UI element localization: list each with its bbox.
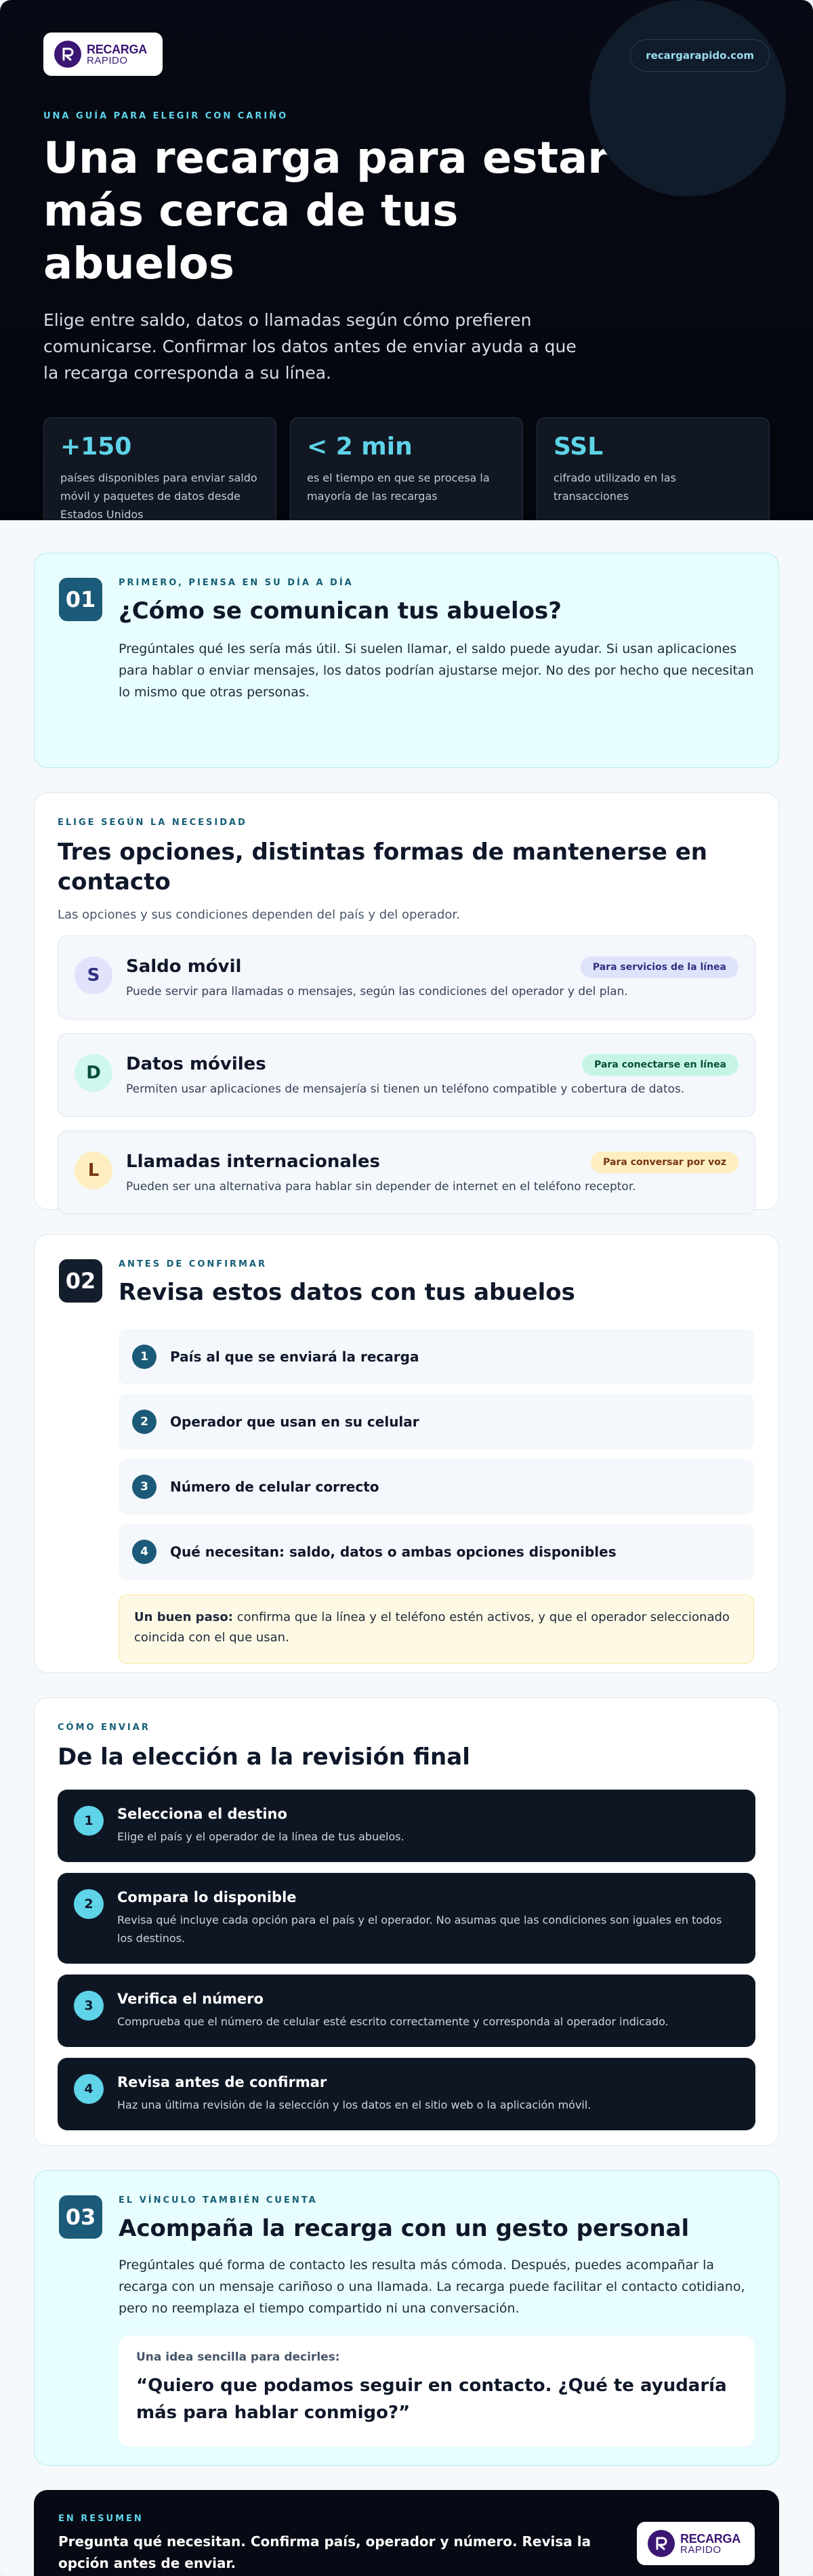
summary-text: Pregunta qué necesitan. Confirma país, operador y número. Revisa la opción antes de enviar.: [58, 2533, 591, 2571]
step-number: 1: [74, 1806, 104, 1836]
brand-r-icon: [54, 41, 81, 68]
hero-section: [0, 0, 813, 520]
stat-value: < 2 min: [307, 433, 413, 461]
step-item: [58, 1873, 755, 1964]
section-communication: [34, 553, 779, 768]
stat-value: SSL: [554, 433, 604, 461]
brand-name-line2: RAPIDO: [87, 54, 128, 66]
brand-name-line2: RAPIDO: [680, 2543, 722, 2556]
footer-brand-logo[interactable]: [637, 2522, 755, 2565]
stat-card: [537, 417, 770, 520]
option-card-datos[interactable]: [58, 1033, 755, 1117]
item-label: País al que se enviará la recarga: [170, 1349, 419, 1365]
hero-title: Una recarga para estar más cerca de tus abuelos: [43, 133, 609, 289]
option-card-saldo[interactable]: [58, 935, 755, 1019]
section-subtitle: Las opciones y sus condiciones dependen del país y del operador.: [58, 908, 460, 922]
section-eyebrow: EL VÍNCULO TAMBIÉN CUENTA: [119, 2195, 318, 2205]
option-avatar: L: [75, 1152, 112, 1189]
stat-card: [43, 417, 276, 520]
item-label: Número de celular correcto: [170, 1479, 379, 1495]
step-description: Elige el país y el operador de la línea de tus abuelos.: [117, 1830, 404, 1843]
section-title: Acompaña la recarga con un gesto personal: [119, 2215, 690, 2242]
section-options: [34, 793, 779, 1210]
checklist-item: [119, 1524, 754, 1580]
stat-value: +150: [60, 433, 132, 461]
stat-card: [290, 417, 523, 520]
decorative-circle: [589, 0, 786, 196]
brand-name-line1: RECARGA: [680, 2531, 741, 2546]
option-title: Llamadas internacionales: [126, 1152, 380, 1172]
option-tag: Para conectarse en línea: [582, 1054, 738, 1076]
step-number: 2: [74, 1889, 104, 1919]
quote-text: “Quiero que podamos seguir en contacto. ¿Qué te ayudaría más para hablar conmigo?”: [136, 2376, 727, 2423]
section-eyebrow: ANTES DE CONFIRMAR: [119, 1259, 267, 1269]
option-description: Permiten usar aplicaciones de mensajería si tienen un teléfono compatible y cobertura de datos.: [126, 1082, 685, 1096]
brand-logo[interactable]: [43, 33, 163, 76]
section-body: Pregúntales qué forma de contacto les resulta más cómoda. Después, puedes acompañar la recarga con un mensaje cariñoso o una llamada. La recarga puede facilitar el contacto cotidiano, pero no reemplaza el tiempo compartido ni una conversación.: [119, 2258, 745, 2316]
brand-r-icon: [648, 2530, 675, 2557]
section-eyebrow: CÓMO ENVIAR: [58, 1723, 150, 1733]
section-title: De la elección a la revisión final: [58, 1744, 470, 1771]
section-checklist: [34, 1234, 779, 1673]
checklist: [119, 1329, 754, 1580]
section-eyebrow: PRIMERO, PIENSA EN SU DÍA A DÍA: [119, 578, 354, 588]
item-number: 3: [132, 1475, 157, 1499]
item-label: Operador que usan en su celular: [170, 1414, 419, 1430]
step-title: Verifica el número: [117, 1991, 264, 2007]
item-label: Qué necesitan: saldo, datos o ambas opciones disponibles: [170, 1544, 617, 1560]
item-number: 1: [132, 1345, 157, 1369]
checklist-item: [119, 1329, 754, 1385]
section-title: Revisa estos datos con tus abuelos: [119, 1279, 575, 1306]
hero-eyebrow: UNA GUÍA PARA ELEGIR CON CARIÑO: [43, 111, 289, 121]
section-body: Pregúntales qué les sería más útil. Si suelen llamar, el saldo puede ayudar. Si usan aplicaciones para hablar o enviar mensajes, los datos podrían ajustarse mejor. No des por hecho que necesitan lo mismo que otras personas.: [119, 641, 754, 700]
summary-banner: [34, 2490, 779, 2576]
section-personal-gesture: [34, 2170, 779, 2466]
step-item: [58, 2058, 755, 2130]
step-item: [58, 1790, 755, 1862]
section-number: 02: [59, 1259, 102, 1303]
option-description: Puede servir para llamadas o mensajes, según las condiciones del operador y del plan.: [126, 985, 628, 998]
section-eyebrow: ELIGE SEGÚN LA NECESIDAD: [58, 818, 247, 828]
summary-eyebrow: EN RESUMEN: [58, 2513, 144, 2524]
checklist-item: [119, 1459, 754, 1515]
section-how-to-send: [34, 1697, 779, 2146]
stat-description: es el tiempo en que se procesa la mayoría de las recargas: [307, 471, 490, 503]
quote-box: [119, 2336, 754, 2447]
tip-note-text: confirma que la línea y el teléfono estén activos, y que el operador seleccionado coincida con el que usan.: [134, 1610, 730, 1645]
option-description: Pueden ser una alternativa para hablar sin depender de internet en el teléfono receptor.: [126, 1180, 636, 1194]
site-link[interactable]: recargarapido.com: [630, 39, 770, 72]
step-description: Revisa qué incluye cada opción para el país y el operador. No asumas que las condiciones son iguales en todos los destinos.: [117, 1914, 722, 1945]
step-title: Compara lo disponible: [117, 1889, 297, 1905]
stat-description: cifrado utilizado en las transacciones: [554, 471, 676, 503]
option-title: Saldo móvil: [126, 956, 242, 977]
option-avatar: D: [75, 1054, 112, 1092]
stats-row: [43, 417, 770, 520]
section-number: 01: [59, 578, 102, 621]
tip-note-strong: Un buen paso:: [134, 1610, 233, 1624]
step-description: Haz una última revisión de la selección y los datos en el sitio web o la aplicación móvil.: [117, 2098, 591, 2111]
main-content: [0, 520, 813, 2576]
step-number: 3: [74, 1991, 104, 2021]
quote-label: Una idea sencilla para decirles:: [136, 2350, 340, 2364]
checklist-item: [119, 1394, 754, 1450]
section-number: 03: [59, 2195, 102, 2239]
step-description: Comprueba que el número de celular esté escrito correctamente y corresponda al operador indicado.: [117, 2015, 669, 2028]
step-title: Revisa antes de confirmar: [117, 2074, 327, 2090]
option-card-llamadas[interactable]: [58, 1131, 755, 1215]
step-title: Selecciona el destino: [117, 1806, 287, 1822]
brand-name-line1: RECARGA: [87, 42, 147, 56]
steps-list: [58, 1790, 755, 2130]
stat-description: países disponibles para enviar saldo móvil y paquetes de datos desde Estados Unidos: [60, 471, 257, 520]
hero-lead: Elige entre saldo, datos o llamadas según cómo prefieren comunicarse. Confirmar los datos antes de enviar ayuda a que la recarga corresponda a su línea.: [43, 310, 577, 383]
section-title: ¿Cómo se comunican tus abuelos?: [119, 597, 562, 625]
step-number: 4: [74, 2074, 104, 2104]
tip-note: [119, 1595, 754, 1664]
option-tag: Para conversar por voz: [591, 1152, 738, 1173]
option-tag: Para servicios de la línea: [581, 956, 738, 978]
option-title: Datos móviles: [126, 1054, 266, 1074]
item-number: 4: [132, 1540, 157, 1564]
step-item: [58, 1975, 755, 2047]
section-title: Tres opciones, distintas formas de mantenerse en contacto: [58, 839, 708, 895]
item-number: 2: [132, 1410, 157, 1434]
option-avatar: S: [75, 956, 112, 994]
